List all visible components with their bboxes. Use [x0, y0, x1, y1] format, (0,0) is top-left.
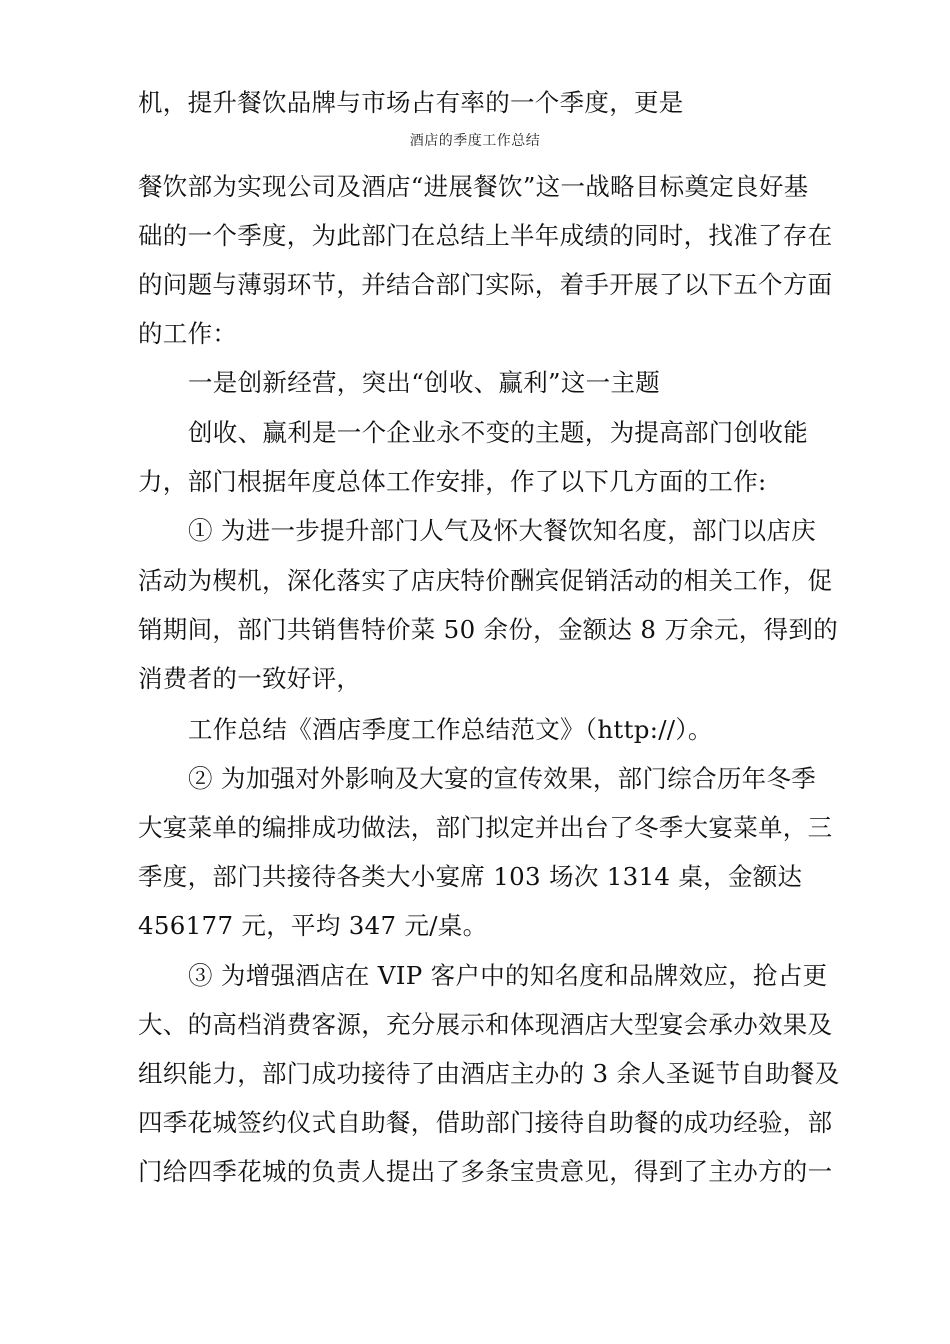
text-line-1: 机，提升餐饮品牌与市场占有率的一个季度，更是: [138, 88, 684, 117]
list-item-1-start: ① 为进一步提升部门人气及怀大餐饮知名度，部门以店庆: [188, 516, 817, 545]
text-line-22: 门给四季花城的负责人提出了多条宝贵意见，得到了主办方的一: [138, 1157, 833, 1186]
text-line-11: 销期间，部门共销售特价菜 50 余份，金额达 8 万余元，得到的: [138, 615, 839, 644]
text-line-17: 456177 元，平均 347 元/桌。: [138, 911, 488, 940]
text-line-3: 础的一个季度，为此部门在总结上半年成绩的同时，找准了存在: [138, 221, 833, 250]
running-header: 酒店的季度工作总结: [409, 133, 541, 149]
text-line-8: 力，部门根据年度总体工作安排，作了以下几方面的工作:: [138, 467, 767, 496]
list-item-3-start: ③ 为增强酒店在 VIP 客户中的知名度和品牌效应，抢占更: [188, 961, 828, 990]
list-item-2-start: ② 为加强对外影响及大宴的宣传效果，部门综合历年冬季: [188, 764, 817, 793]
text-line-21: 四季花城签约仪式自助餐，借助部门接待自助餐的成功经验，部: [138, 1108, 833, 1137]
text-line-2: 餐饮部为实现公司及酒店“进展餐饮”这一战略目标奠定良好基: [138, 172, 809, 201]
text-line-5: 的工作：: [138, 319, 238, 348]
text-line-10: 活动为楔机，深化落实了店庆特价酬宾促销活动的相关工作，促: [138, 566, 833, 595]
text-line-19: 大、的高档消费客源，充分展示和体现酒店大型宴会承办效果及: [138, 1010, 833, 1039]
text-line-15: 大宴菜单的编排成功做法，部门拟定并出台了冬季大宴菜单，三: [138, 813, 833, 842]
text-line-20: 组织能力，部门成功接待了由酒店主办的 3 余人圣诞节自助餐及: [138, 1059, 840, 1088]
text-line-13: 工作总结《酒店季度工作总结范文》（http://）。: [188, 715, 713, 744]
section-heading: 一是创新经营，突出“创收、赢利”这一主题: [188, 368, 661, 397]
text-line-4: 的问题与薄弱环节，并结合部门实际，着手开展了以下五个方面: [138, 270, 833, 299]
text-line-16: 季度，部门共接待各类大小宴席 103 场次 1314 桌，金额达: [138, 862, 803, 891]
text-line-7: 创收、赢利是一个企业永不变的主题，为提高部门创收能: [188, 418, 808, 447]
text-line-12: 消费者的一致好评，: [138, 664, 362, 693]
